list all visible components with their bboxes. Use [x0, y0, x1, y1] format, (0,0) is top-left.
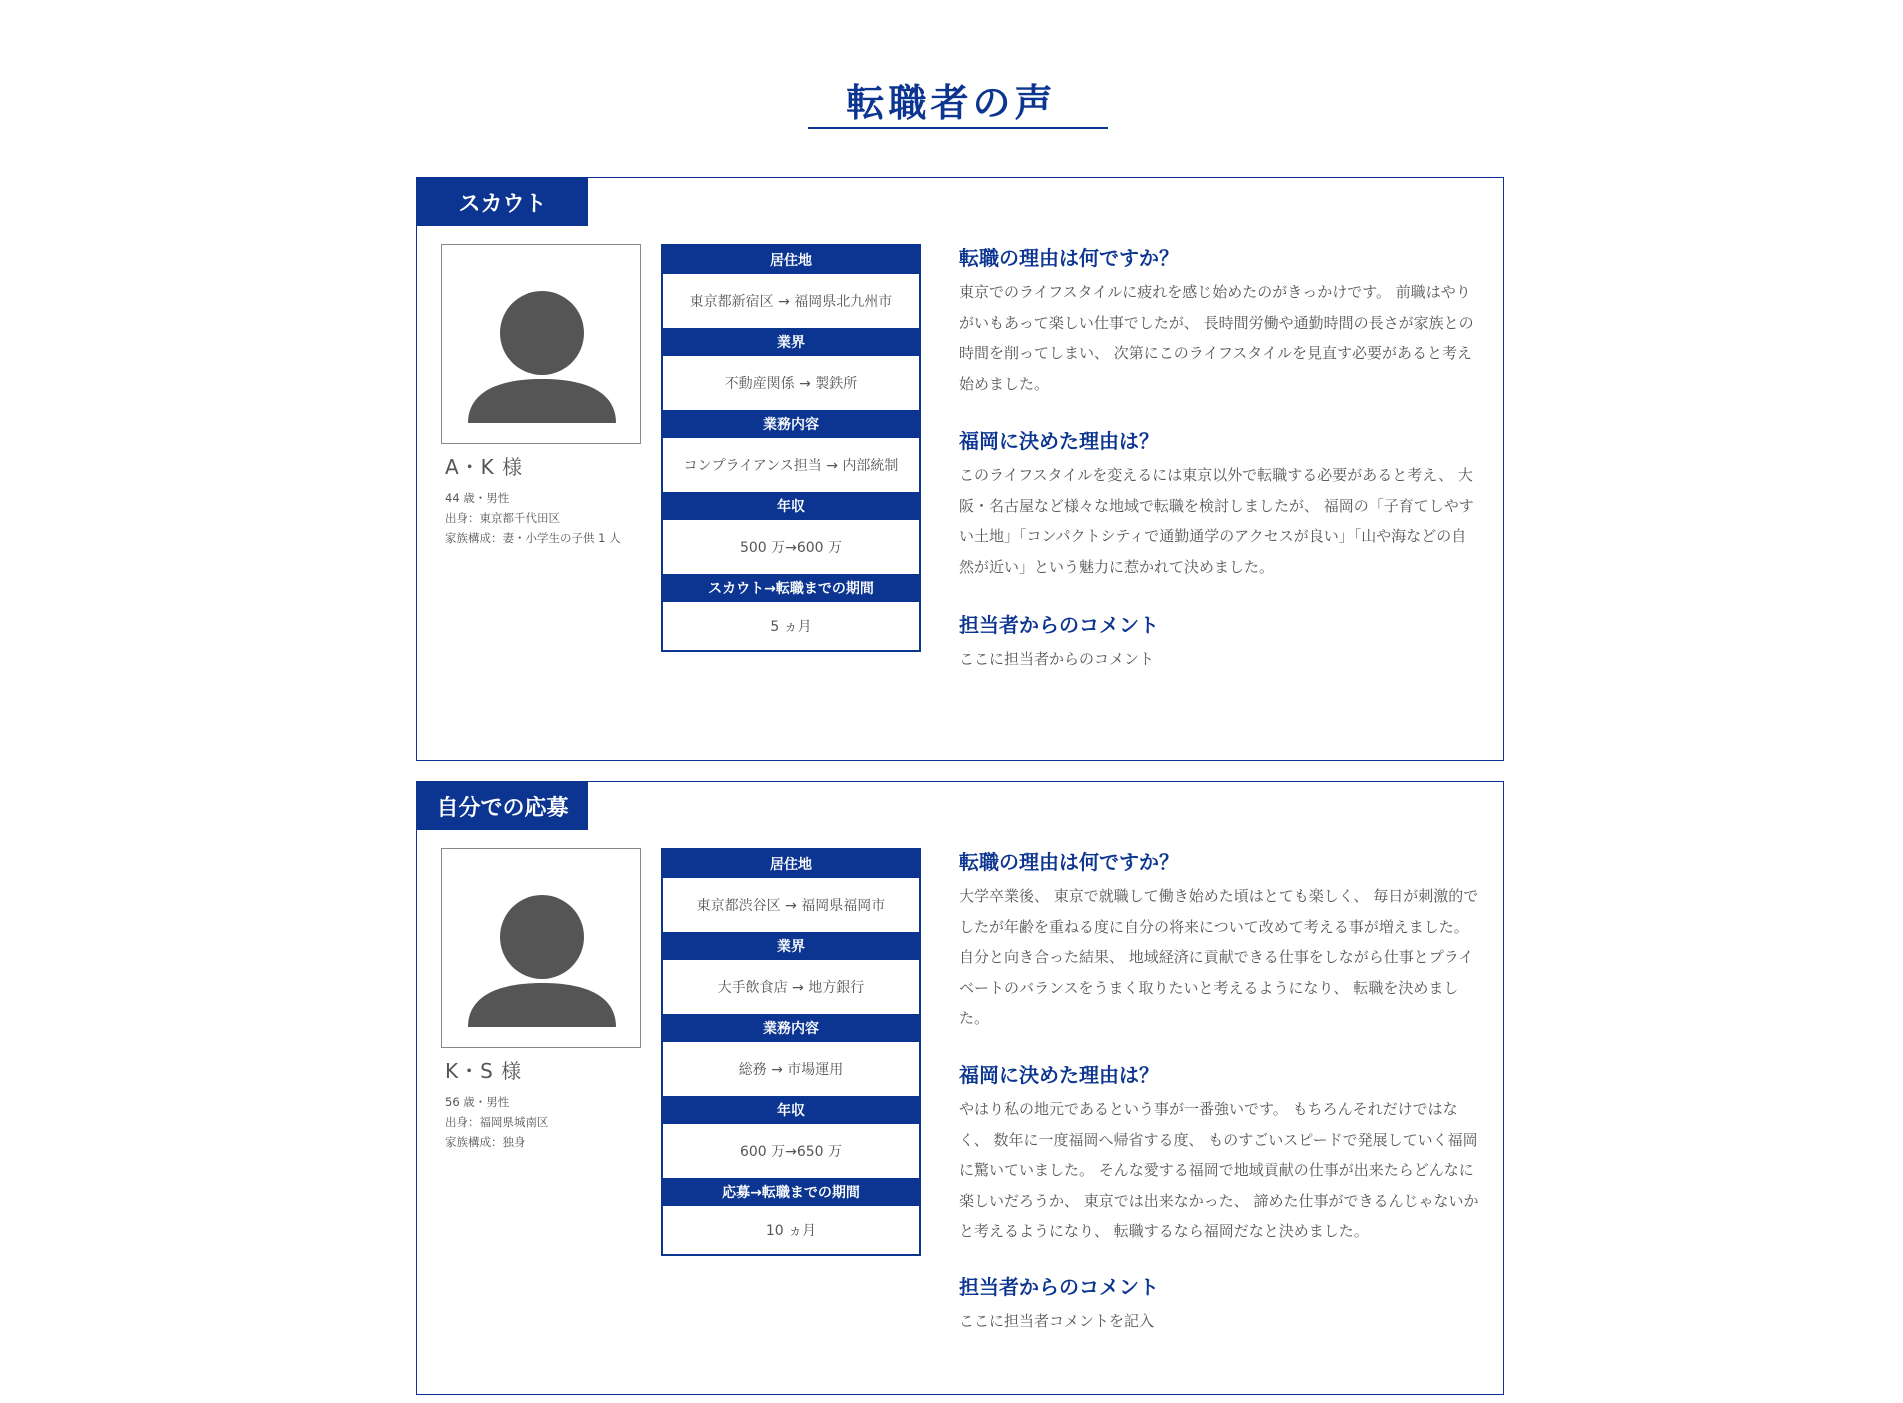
row-label: 業界 — [663, 932, 919, 960]
person-icon — [442, 849, 642, 1049]
row-value: 500 万→600 万 — [739, 540, 843, 556]
row-job — [663, 1014, 919, 1096]
row-label: 年収 — [663, 1096, 919, 1124]
row-industry — [663, 328, 919, 410]
row-label: 業界 — [663, 328, 919, 356]
row-residence — [663, 850, 919, 932]
row-value: 東京都渋谷区 → 福岡県福岡市 — [696, 898, 886, 914]
row-label: 居住地 — [663, 246, 919, 274]
person-origin: 出身：福岡県城南区 — [445, 1115, 549, 1129]
person-name: A・K 様 — [445, 455, 524, 479]
answer-text: ここに担当者コメントを記入 — [959, 1312, 1155, 1330]
question-heading: 福岡に決めた理由は？ — [959, 1063, 1159, 1087]
qa-comment — [959, 1271, 1479, 1337]
question-heading: 転職の理由は何ですか？ — [959, 850, 1179, 874]
row-label: スカウト→転職までの期間 — [663, 574, 919, 602]
avatar — [441, 848, 641, 1048]
row-value: 総務 → 市場運用 — [738, 1062, 844, 1078]
person-icon — [442, 245, 642, 445]
answer-text: このライフスタイルを変えるには東京以外で転職する必要があると考え、 大阪・名古屋など様々な地域で転職を検討しましたが、 福岡の「子育てしやすい土地」「コンパクトシティで通勤通学のアクセスが良い」「山や海などの自然が近い」という魅力に惹かれて決めました。 — [959, 466, 1474, 576]
person-details — [445, 451, 685, 548]
person-age-gender: 44 歳・男性 — [445, 491, 510, 505]
row-value: 不動産関係 → 製鉄所 — [724, 376, 858, 392]
category-tag: スカウト — [417, 178, 588, 226]
profile-table — [661, 848, 921, 1256]
row-label: 応募→転職までの期間 — [663, 1178, 919, 1206]
question-heading: 担当者からのコメント — [959, 1275, 1159, 1299]
row-value: コンプライアンス担当 → 内部統制 — [683, 458, 899, 474]
row-period — [663, 574, 919, 650]
row-value: 東京都新宿区 → 福岡県北九州市 — [689, 294, 893, 310]
row-label: 年収 — [663, 492, 919, 520]
avatar — [441, 244, 641, 444]
row-period — [663, 1178, 919, 1254]
row-value: 10 ヵ月 — [765, 1223, 817, 1239]
answer-text: 東京でのライフスタイルに疲れを感じ始めたのがきっかけです。 前職はやりがいもあって楽しい仕事でしたが、 長時間労働や通勤時間の長さが家族との時間を削ってしまい、 次第にこのライフスタイルを見直す必要があると考え始めました。 — [959, 283, 1474, 393]
row-industry — [663, 932, 919, 1014]
title-underline — [808, 127, 1108, 129]
row-label: 業務内容 — [663, 1014, 919, 1042]
person-family: 家族構成：独身 — [445, 1135, 526, 1149]
row-residence — [663, 246, 919, 328]
row-income — [663, 492, 919, 574]
answer-text: ここに担当者からのコメント — [959, 650, 1155, 668]
person-family: 家族構成：妻・小学生の子供 1 人 — [445, 531, 621, 545]
question-heading: 転職の理由は何ですか？ — [959, 246, 1179, 270]
row-income — [663, 1096, 919, 1178]
qa-comment — [959, 609, 1479, 675]
row-job — [663, 410, 919, 492]
row-value: 600 万→650 万 — [739, 1144, 843, 1160]
qa-fukuoka — [959, 1059, 1479, 1247]
person-origin: 出身：東京都千代田区 — [445, 511, 560, 525]
testimonial-card-scout — [416, 177, 1504, 761]
question-heading: 福岡に決めた理由は？ — [959, 429, 1159, 453]
row-label: 居住地 — [663, 850, 919, 878]
person-details — [445, 1055, 685, 1152]
person-name: K・S 様 — [445, 1059, 523, 1083]
row-value: 5 ヵ月 — [770, 619, 812, 635]
profile-table — [661, 244, 921, 652]
qa-fukuoka — [959, 425, 1479, 582]
answer-text: やはり私の地元であるという事が一番強いです。 もちろんそれだけではなく、 数年に一度福岡へ帰省する度、 ものすごいスピードで発展していく福岡に驚いていました。 そんな愛する福岡で地域貢献の仕事が出来たらどんなに楽しいだろうか、 東京では出来なかった、 諦めた仕事ができるんじゃないかと考えるようになり、 転職するなら福岡だなと決めました。 — [959, 1100, 1479, 1240]
qa-reason — [959, 846, 1479, 1034]
person-age-gender: 56 歳・男性 — [445, 1095, 510, 1109]
qa-reason — [959, 242, 1479, 399]
row-label: 業務内容 — [663, 410, 919, 438]
testimonial-card-self-apply — [416, 781, 1504, 1395]
row-value: 大手飲食店 → 地方銀行 — [717, 980, 865, 996]
answer-text: 大学卒業後、 東京で就職して働き始めた頃はとても楽しく、 毎日が刺激的でしたが年齢を重ねる度に自分の将来について改めて考える事が増えました。 自分と向き合った結果、 地域経済に貢献できる仕事をしながら仕事とプライベートのバランスをうまく取りたいと考えるようになり、 転職を決めました。 — [959, 887, 1479, 1027]
question-heading: 担当者からのコメント — [959, 613, 1159, 637]
page-title: 転職者の声 — [846, 81, 1057, 125]
category-tag: 自分での応募 — [417, 782, 588, 830]
